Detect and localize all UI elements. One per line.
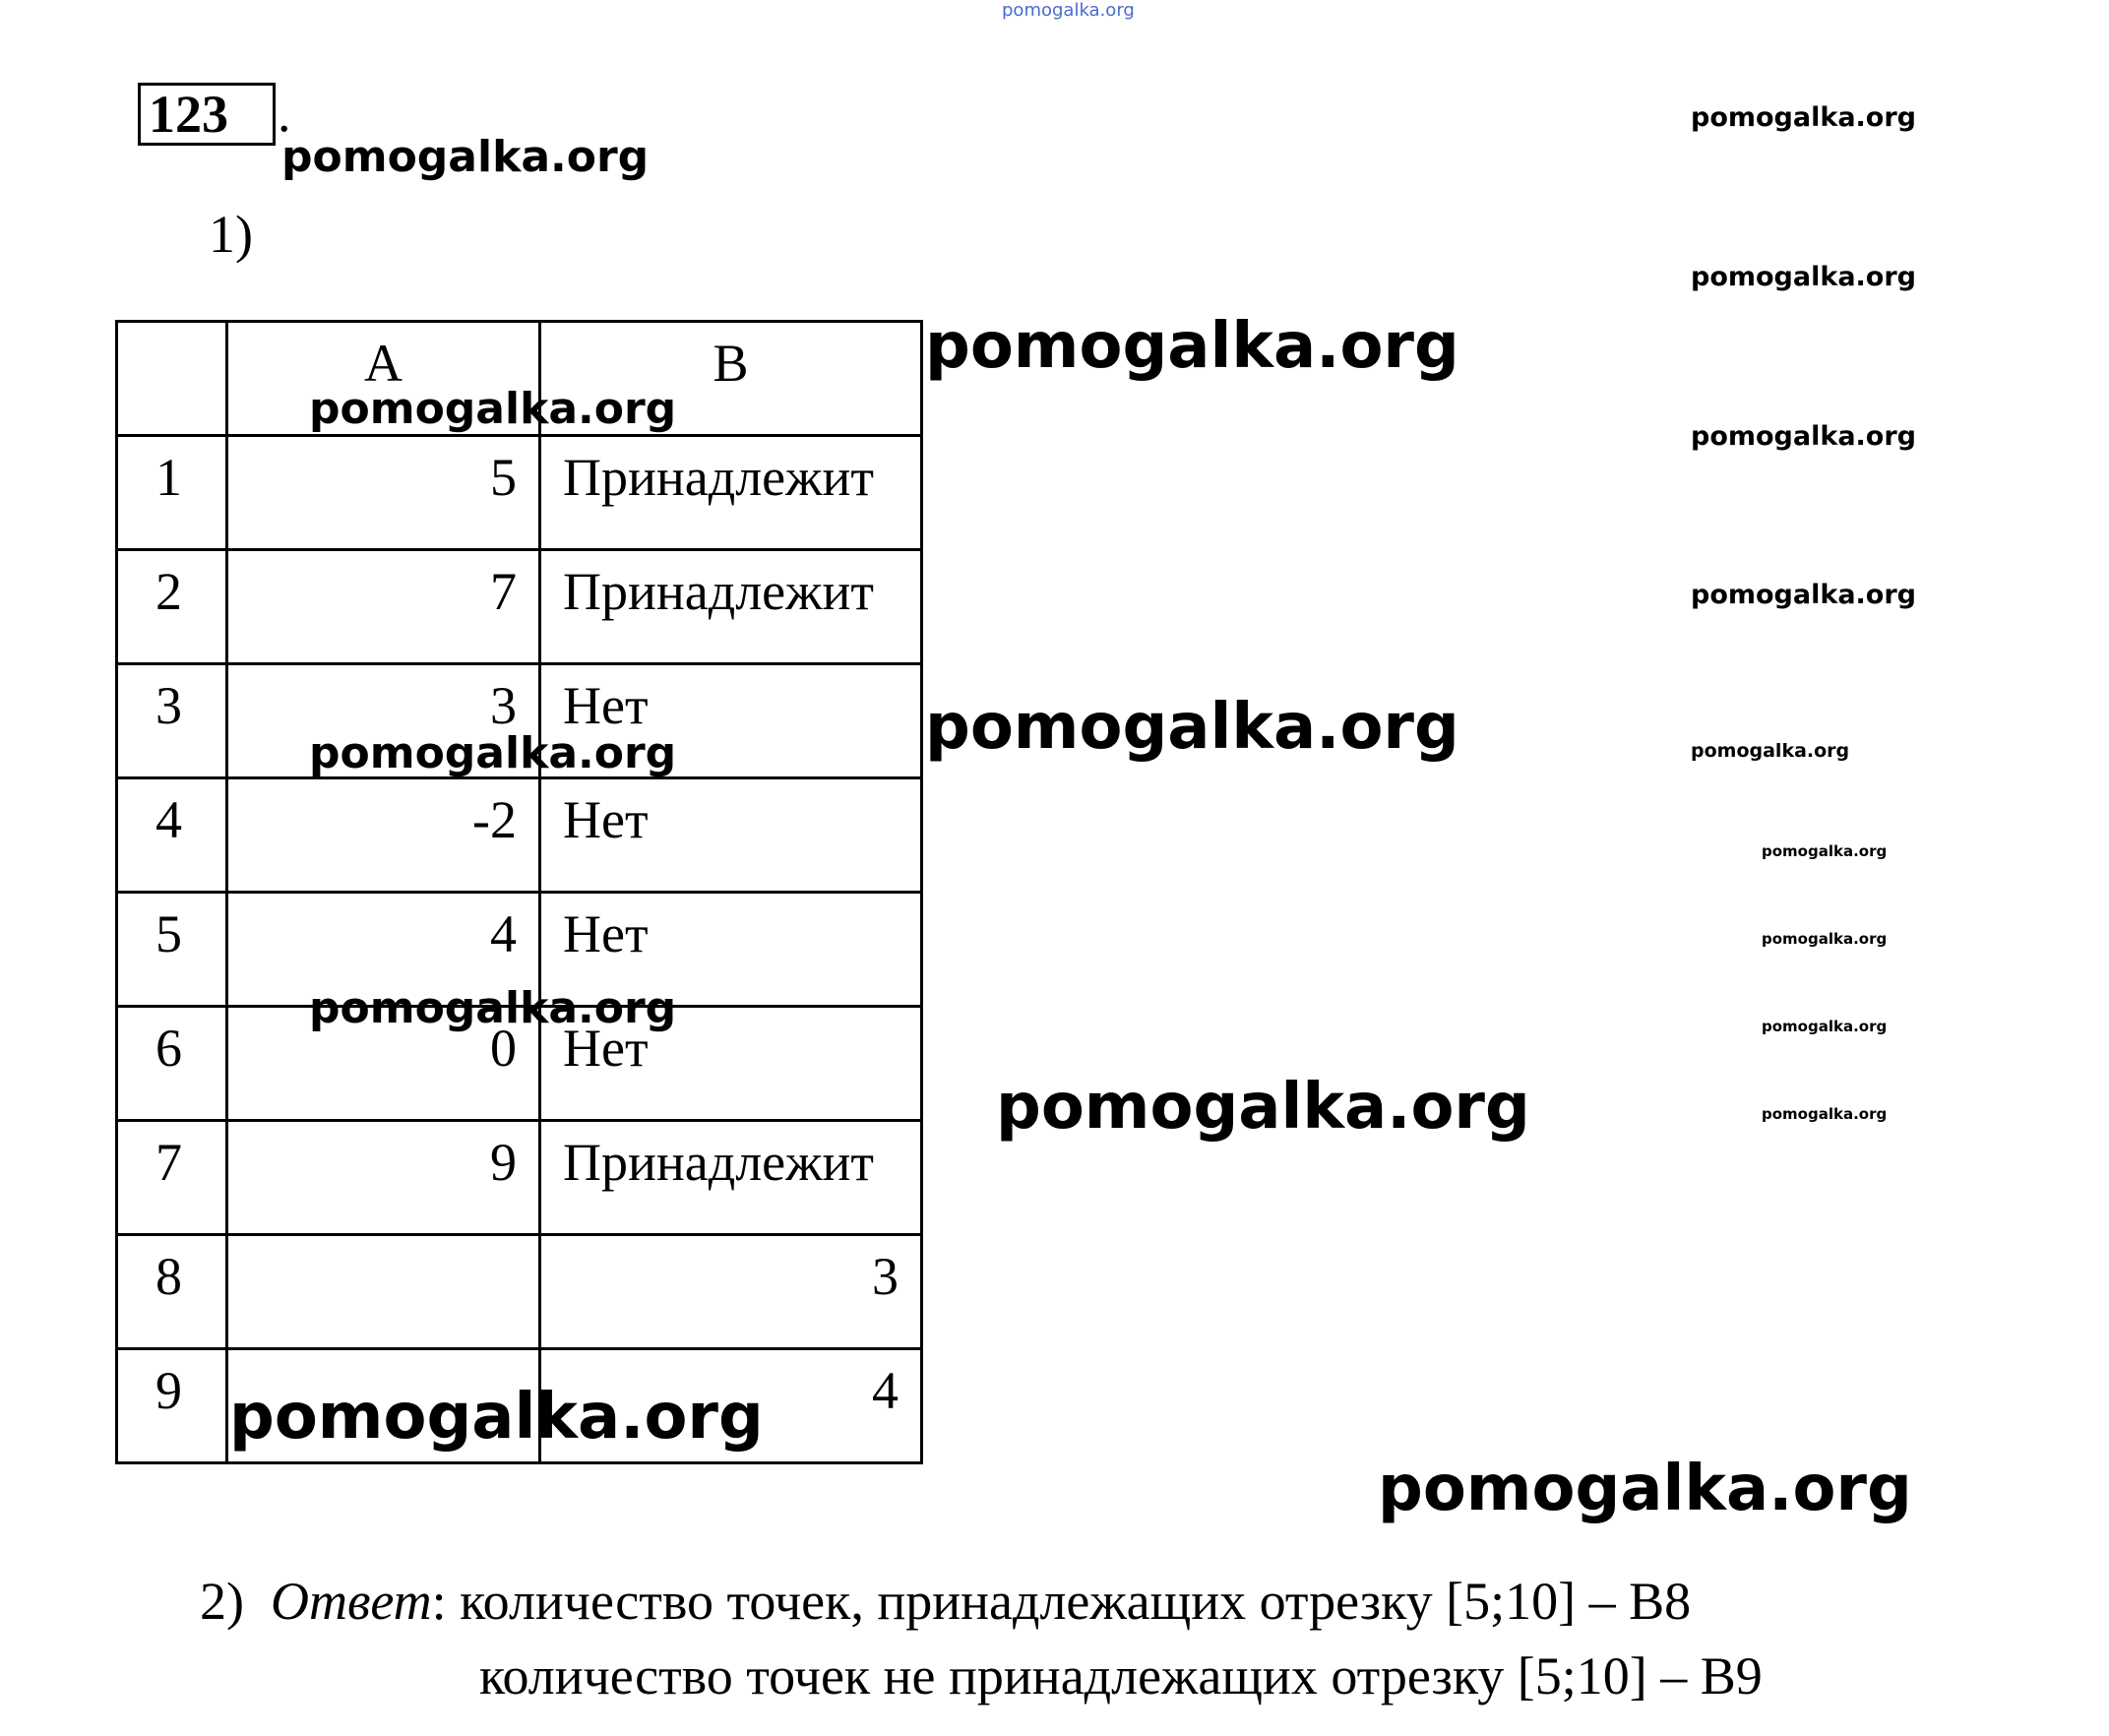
answer-text-1: : количество точек, принадлежащих отрезку [5;10] – B8 (431, 1572, 1692, 1631)
task-number-dot: . (278, 84, 291, 143)
watermark-text: pomogalka.org (1762, 842, 1888, 860)
watermark-text: pomogalka.org (1691, 740, 1850, 762)
cell-b: 3 (540, 1235, 922, 1349)
cell-b: Нет (540, 1007, 922, 1121)
cell-b: Принадлежит (540, 436, 922, 550)
header-corner-cell (117, 322, 227, 436)
cell-a (227, 1235, 540, 1349)
cell-b: Нет (540, 778, 922, 893)
watermark-text: pomogalka.org (996, 1071, 1530, 1144)
watermark-text: pomogalka.org (1691, 102, 1916, 133)
watermark-text: pomogalka.org (281, 132, 650, 182)
table-row (117, 778, 922, 893)
row-number: 2 (117, 550, 227, 664)
cell-b: 4 (540, 1349, 922, 1463)
row-number: 1 (117, 436, 227, 550)
spreadsheet-table (115, 320, 923, 1464)
cell-a: 0 (227, 1007, 540, 1121)
cell-b: Принадлежит (540, 1121, 922, 1235)
row-number: 4 (117, 778, 227, 893)
answer-line-1 (200, 1571, 1691, 1632)
table-row (117, 550, 922, 664)
watermark-text: pomogalka.org (1762, 1105, 1888, 1123)
watermark-text: pomogalka.org (309, 384, 677, 434)
answer-line-2: количество точек не принадлежащих отрезку [5;10] – B9 (479, 1646, 1763, 1705)
answer-prefix: 2) (200, 1572, 244, 1631)
cell-b: Принадлежит (540, 550, 922, 664)
row-number: 5 (117, 893, 227, 1007)
watermark-text: pomogalka.org (309, 728, 677, 778)
watermark-text: pomogalka.org (1762, 930, 1888, 948)
watermark-text: pomogalka.org (1691, 262, 1916, 292)
cell-b: Нет (540, 893, 922, 1007)
row-number: 9 (117, 1349, 227, 1463)
row-number: 3 (117, 664, 227, 778)
watermark-text: pomogalka.org (925, 691, 1459, 764)
watermark-text: pomogalka.org (1691, 421, 1916, 452)
cell-a: -2 (227, 778, 540, 893)
watermark-text: pomogalka.org (925, 310, 1459, 383)
watermark-text: pomogalka.org (1691, 580, 1916, 610)
watermark-text: pomogalka.org (1378, 1453, 1912, 1525)
table-row (117, 1121, 922, 1235)
cell-a: 4 (227, 893, 540, 1007)
row-number: 8 (117, 1235, 227, 1349)
answer-label: Ответ (270, 1572, 432, 1631)
cell-a: 7 (227, 550, 540, 664)
cell-a: 9 (227, 1121, 540, 1235)
watermark-text: pomogalka.org (309, 983, 677, 1033)
cell-a: 3 (227, 664, 540, 778)
cell-a: 5 (227, 436, 540, 550)
table-row (117, 1235, 922, 1349)
watermark-text: pomogalka.org (229, 1381, 764, 1454)
cell-b: Нет (540, 664, 922, 778)
watermark-top: pomogalka.org (1002, 0, 1135, 21)
header-column-b: B (540, 322, 922, 436)
watermark-text: pomogalka.org (1762, 1018, 1888, 1035)
row-number: 6 (117, 1007, 227, 1121)
part-1-label: 1) (209, 205, 253, 264)
row-number: 7 (117, 1121, 227, 1235)
header-column-a: A (227, 322, 540, 436)
table-row (117, 436, 922, 550)
task-number: 123 (138, 83, 276, 146)
